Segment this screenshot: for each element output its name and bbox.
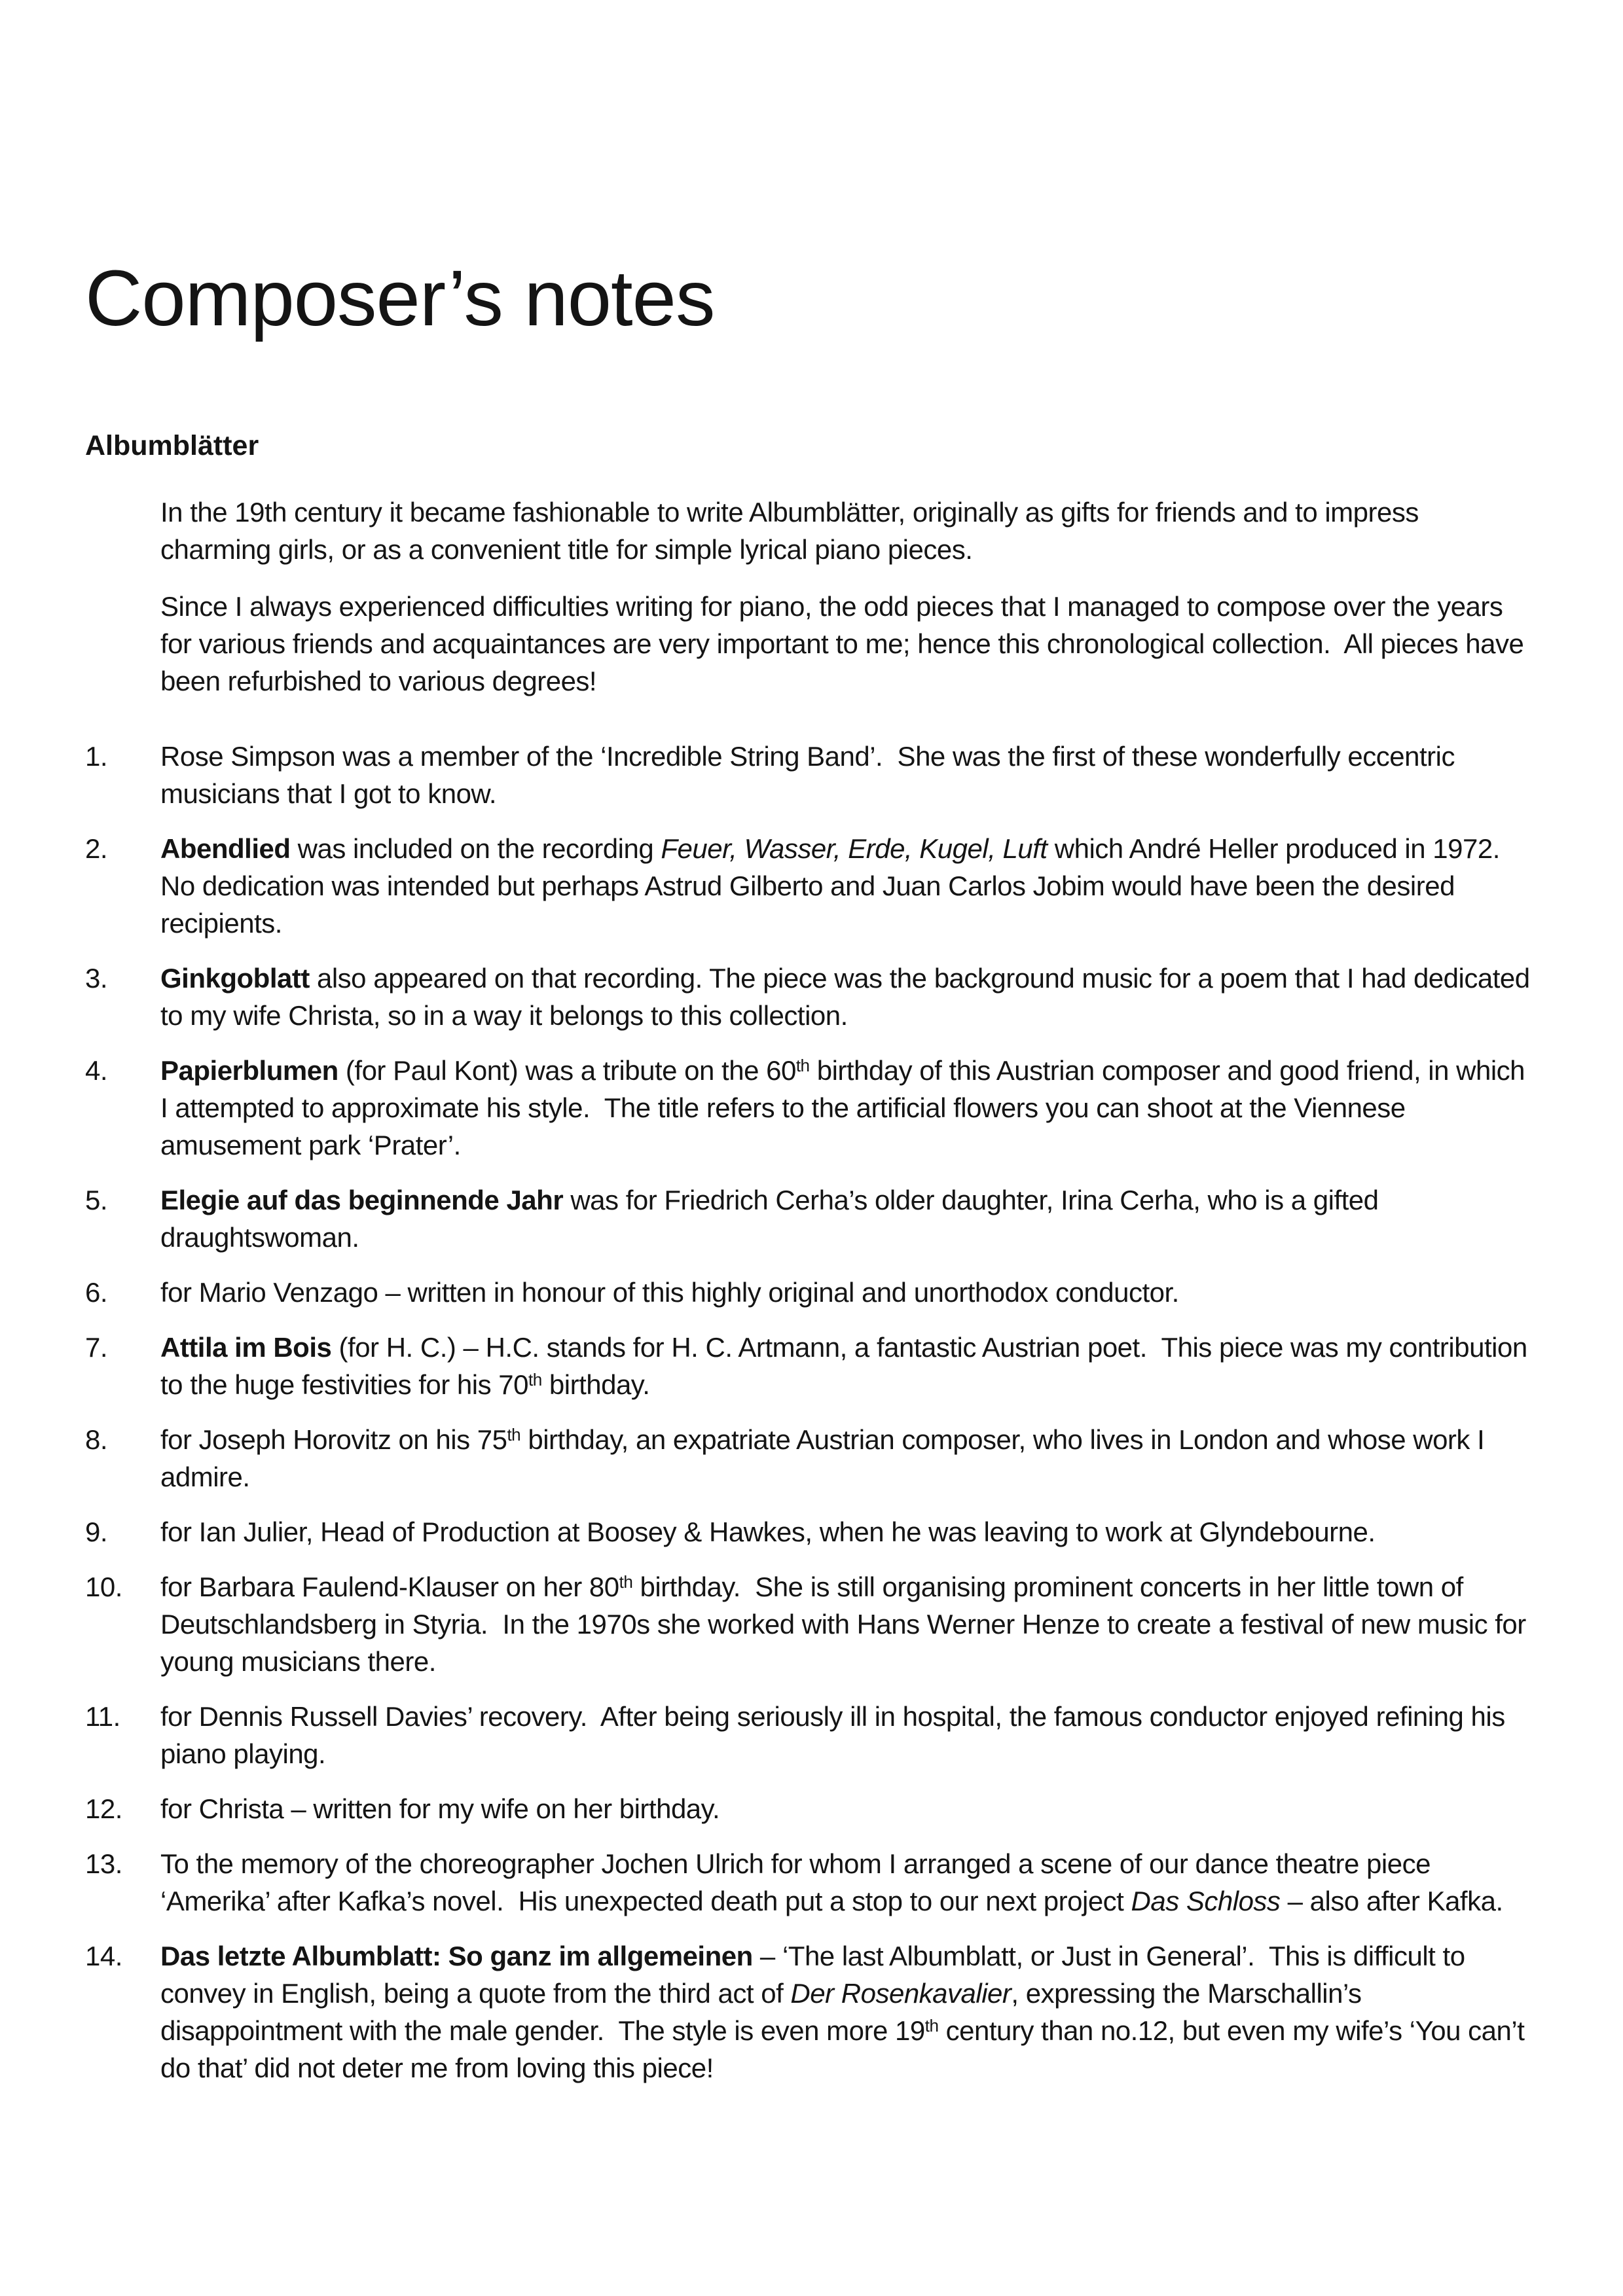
- notes-list: [85, 738, 1535, 2087]
- list-item-text: [160, 1698, 1535, 1772]
- list-item: [85, 1181, 1535, 1256]
- bold-text: Elegie auf das beginnende Jahr: [160, 1185, 564, 1215]
- superscript-text: th: [924, 2015, 939, 2036]
- list-item-text: [160, 1513, 1535, 1551]
- plain-text: was for Friedrich Cerha’s older daughter, Irina Cerha, who is a gifted draughtswoman.: [160, 1185, 1386, 1253]
- plain-text: birthday.: [541, 1369, 650, 1400]
- intro-paragraph: Since I always experienced difficulties writing for piano, the odd pieces that I managed to compose over the years for various friends and acquaintances are very important to me; hence this chronological collection. All pieces have been refurbished to various degrees!: [160, 591, 1531, 696]
- list-item-number: 8.: [85, 1424, 108, 1455]
- list-item-text: [160, 1329, 1535, 1403]
- list-item: [85, 830, 1535, 942]
- plain-text: which André Heller produced in 1972. No dedication was intended but perhaps Astrud Gilberto and Juan Carlos Jobim would have been the desired recipients.: [160, 833, 1515, 939]
- bold-text: Papierblumen: [160, 1055, 338, 1086]
- list-item: [85, 1937, 1535, 2087]
- list-item-number: 13.: [85, 1848, 122, 1879]
- list-item-text: [160, 1052, 1535, 1164]
- list-item: [85, 1568, 1535, 1680]
- bold-text: Ginkgoblatt: [160, 963, 310, 994]
- italic-text: Der Rosenkavalier: [790, 1978, 1012, 2009]
- plain-text: was included on the recording: [290, 833, 661, 864]
- section-heading: Albumblätter: [85, 430, 259, 461]
- superscript-text: th: [795, 1055, 810, 1075]
- plain-text: for Joseph Horovitz on his 75: [160, 1424, 507, 1455]
- list-item: [85, 1052, 1535, 1164]
- list-item: [85, 1698, 1535, 1772]
- plain-text: for Christa – written for my wife on her birthday.: [160, 1793, 720, 1824]
- plain-text: for Ian Julier, Head of Production at Boosey & Hawkes, when he was leaving to work at Glyndebourne.: [160, 1516, 1376, 1547]
- superscript-text: th: [528, 1369, 542, 1390]
- list-item: [85, 1845, 1535, 1920]
- superscript-text: th: [507, 1424, 521, 1444]
- plain-text: birthday. She is still organising prominent concerts in her little town of Deutschlandsberg in Styria. In the 1970s she worked with Hans Werner Henze to create a festival of new music for young musicians there.: [160, 1571, 1533, 1677]
- plain-text: for Barbara Faulend-Klauser on her 80: [160, 1571, 619, 1602]
- plain-text: To the memory of the choreographer Jochen Ulrich for whom I arranged a scene of our dance theatre piece ‘Amerika’ after Kafka’s novel. His unexpected death put a stop to our next project: [160, 1848, 1438, 1916]
- bold-text: Das letzte Albumblatt: So ganz im allgemeinen: [160, 1941, 753, 1971]
- list-item-number: 4.: [85, 1055, 108, 1086]
- page-title: Composer’s notes: [85, 253, 715, 342]
- list-item: [85, 1421, 1535, 1496]
- plain-text: birthday of this Austrian composer and good friend, in which I attempted to approximate his style. The title refers to the artificial flowers you can shoot at the Viennese amusement park ‘Prater’.: [160, 1055, 1533, 1160]
- italic-text: Feuer, Wasser, Erde, Kugel, Luft: [661, 833, 1048, 864]
- plain-text: for Mario Venzago – written in honour of this highly original and unorthodox conductor.: [160, 1277, 1179, 1308]
- list-item-number: 9.: [85, 1516, 108, 1547]
- superscript-text: th: [619, 1571, 633, 1592]
- list-item: [85, 1329, 1535, 1403]
- list-item-text: [160, 1274, 1535, 1311]
- list-item-number: 3.: [85, 963, 108, 994]
- plain-text: , expressing the Marschallin’s disappointment with the male gender. The style is even more 19: [160, 1978, 1369, 2046]
- list-item-text: [160, 1790, 1535, 1827]
- list-item-text: [160, 1568, 1535, 1680]
- intro-section: [85, 493, 1535, 700]
- list-item-number: 6.: [85, 1277, 108, 1308]
- bold-text: Attila im Bois: [160, 1332, 332, 1363]
- list-item-number: 2.: [85, 833, 108, 864]
- italic-text: Das Schloss: [1131, 1886, 1281, 1916]
- plain-text: also appeared on that recording. The piece was the background music for a poem that I had dedicated to my wife Christa, so in a way it belongs to this collection.: [160, 963, 1537, 1031]
- list-item-number: 14.: [85, 1941, 122, 1971]
- list-item-text: [160, 738, 1535, 812]
- list-item-number: 10.: [85, 1571, 122, 1602]
- list-item-text: [160, 1181, 1535, 1256]
- list-item: [85, 738, 1535, 812]
- list-item-number: 7.: [85, 1332, 108, 1363]
- list-item-number: 1.: [85, 741, 108, 772]
- plain-text: (for H. C.) – H.C. stands for H. C. Artmann, a fantastic Austrian poet. This piece was my contribution to the huge festivities for his 70: [160, 1332, 1535, 1400]
- list-item-text: [160, 1845, 1535, 1920]
- list-item: [85, 960, 1535, 1034]
- intro-paragraph: In the 19th century it became fashionable to write Albumblätter, originally as gifts for friends and to impress charming girls, or as a convenient title for simple lyrical piano pieces.: [160, 497, 1427, 565]
- plain-text: birthday, an expatriate Austrian composer, who lives in London and whose work I admire.: [160, 1424, 1492, 1492]
- plain-text: – ‘The last Albumblatt, or Just in General’. This is difficult to convey in English, being a quote from the third act of: [160, 1941, 1472, 2009]
- list-item: [85, 1274, 1535, 1311]
- plain-text: (for Paul Kont) was a tribute on the 60: [338, 1055, 796, 1086]
- list-item-text: [160, 960, 1535, 1034]
- plain-text: – also after Kafka.: [1280, 1886, 1503, 1916]
- list-item: [85, 1790, 1535, 1827]
- list-item: [85, 1513, 1535, 1551]
- plain-text: century than no.12, but even my wife’s ‘You can’t do that’ did not deter me from loving this piece!: [160, 2015, 1532, 2083]
- list-item-number: 11.: [85, 1701, 120, 1732]
- plain-text: Rose Simpson was a member of the ‘Incredible String Band’. She was the first of these wonderfully eccentric musicians that I got to know.: [160, 741, 1463, 809]
- list-item-text: [160, 1421, 1535, 1496]
- bold-text: Abendlied: [160, 833, 291, 864]
- plain-text: for Dennis Russell Davies’ recovery. After being seriously ill in hospital, the famous conductor enjoyed refining his piano playing.: [160, 1701, 1512, 1769]
- list-item-number: 12.: [85, 1793, 122, 1824]
- list-item-text: [160, 830, 1535, 942]
- list-item-text: [160, 1937, 1535, 2087]
- list-item-number: 5.: [85, 1185, 108, 1215]
